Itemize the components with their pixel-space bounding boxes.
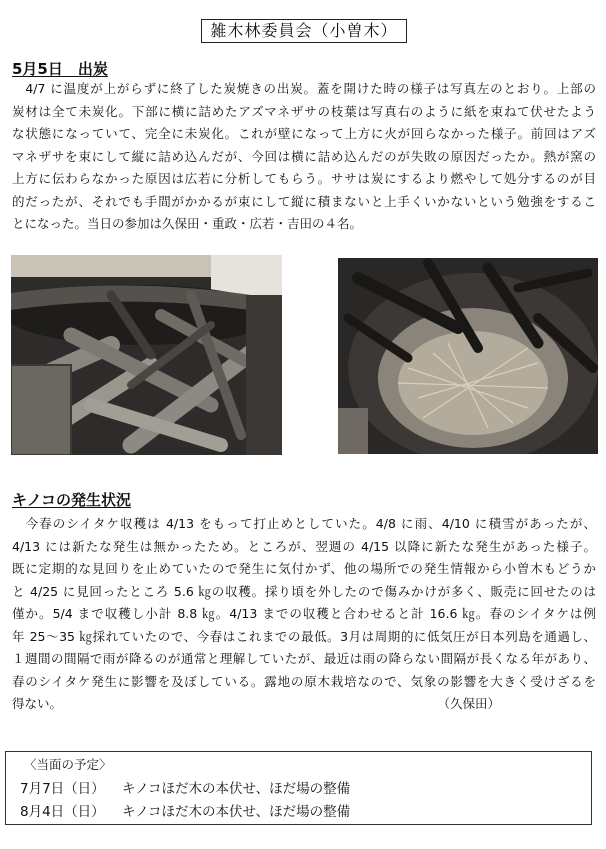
body-line: 得ない。 (12, 696, 63, 711)
body-line-final (12, 693, 596, 716)
schedule-row (20, 780, 350, 798)
body-line: な状態になっていて、完全に未炭化。これが壁になって上方に火が回らなかった様子。前回はアズ (12, 126, 596, 141)
body-line: 年 25～35 ㎏採れていたので、今春はこれまでの最低。3月は周期的に低気圧が日本列島を通過し、 (12, 628, 596, 644)
body-line: 4/7 に温度が上がらずに終了した炭焼きの出炭。蓋を開けた時の様子は写真左のとおり。上部の (12, 81, 596, 96)
charcoal-kiln-top-icon (11, 255, 282, 455)
schedule-box (5, 751, 592, 825)
body-line: とになった。当日の参加は久保田・重政・広若・吉田の４名。 (12, 216, 363, 231)
section-body-mushroom (12, 513, 596, 716)
body-line: マネザサを束にして縦に詰め込んだが、今回は横に詰め込んだのが失敗の原因だったか。熱が窯の (12, 148, 596, 164)
body-line: 既に定期的な見回りを止めていたので発生に気付かず、他の場所での発生情報から小曽木もどうか (12, 561, 596, 576)
section-heading-charcoal: 5月5日 出炭 (12, 60, 108, 78)
schedule-date: 7月7日（日） (20, 781, 105, 797)
body-line: 上方に伝わらなかった原因は広若に分析してもらう。ササは炭にするより燃やして処分するのが目 (12, 171, 596, 186)
section-heading-mushroom: キノコの発生状況 (12, 491, 131, 509)
schedule-heading: 〈当面の予定〉 (24, 757, 112, 772)
body-line: 4/13 には新たな発生は無かったため。ところが、翌週の 4/15 以降に新たな発生があった様子。 (12, 538, 596, 554)
body-line: 的だったが、それでも手間がかかるが束にして縦に積まないと上手くいかないという勉強をするこ (12, 193, 596, 209)
photo-kiln-bamboo-grass (338, 258, 598, 454)
schedule-row (20, 803, 350, 821)
body-line: 炭材は全て未炭化。下部に横に詰めたアズマネザサの枝葉は写真右のように紙を束ねて伏せたよう (12, 103, 596, 119)
section-body-charcoal (12, 78, 596, 236)
bamboo-grass-bundle-icon (338, 258, 598, 454)
schedule-text: キノコほだ木の本伏せ、ほだ場の整備 (122, 781, 351, 797)
page-title: 雑木林委員会（小曽木） (201, 19, 407, 43)
schedule-date: 8月4日（日） (20, 804, 105, 820)
body-line: １週間の間隔で雨が降るのが通常と理解していたが、最近は雨の降らない間隔が長くなる年があり、 (12, 651, 596, 666)
body-line: と 4/25 に見回ったところ 5.6 ㎏の収穫。採り頃を外したので傷みかけが多く、販売に回せたのは (12, 583, 596, 599)
photo-kiln-logs (11, 255, 282, 455)
author-signature: （久保田） (437, 696, 500, 711)
body-line: 今春のシイタケ収穫は 4/13 をもって打止めとしていた。4/8 に雨、4/10 に積雪があったが、 (12, 516, 596, 531)
schedule-text: キノコほだ木の本伏せ、ほだ場の整備 (122, 804, 351, 820)
body-line: 僅か。5/4 まで収穫し小計 8.8 ㎏。4/13 までの収穫と合わせると計 16.6 ㎏。春のシイタケは例 (12, 606, 596, 621)
body-line: 春のシイタケ発生に影響を及ぼしている。露地の原木栽培なので、気象の影響を大きく受けざるを (12, 673, 596, 689)
